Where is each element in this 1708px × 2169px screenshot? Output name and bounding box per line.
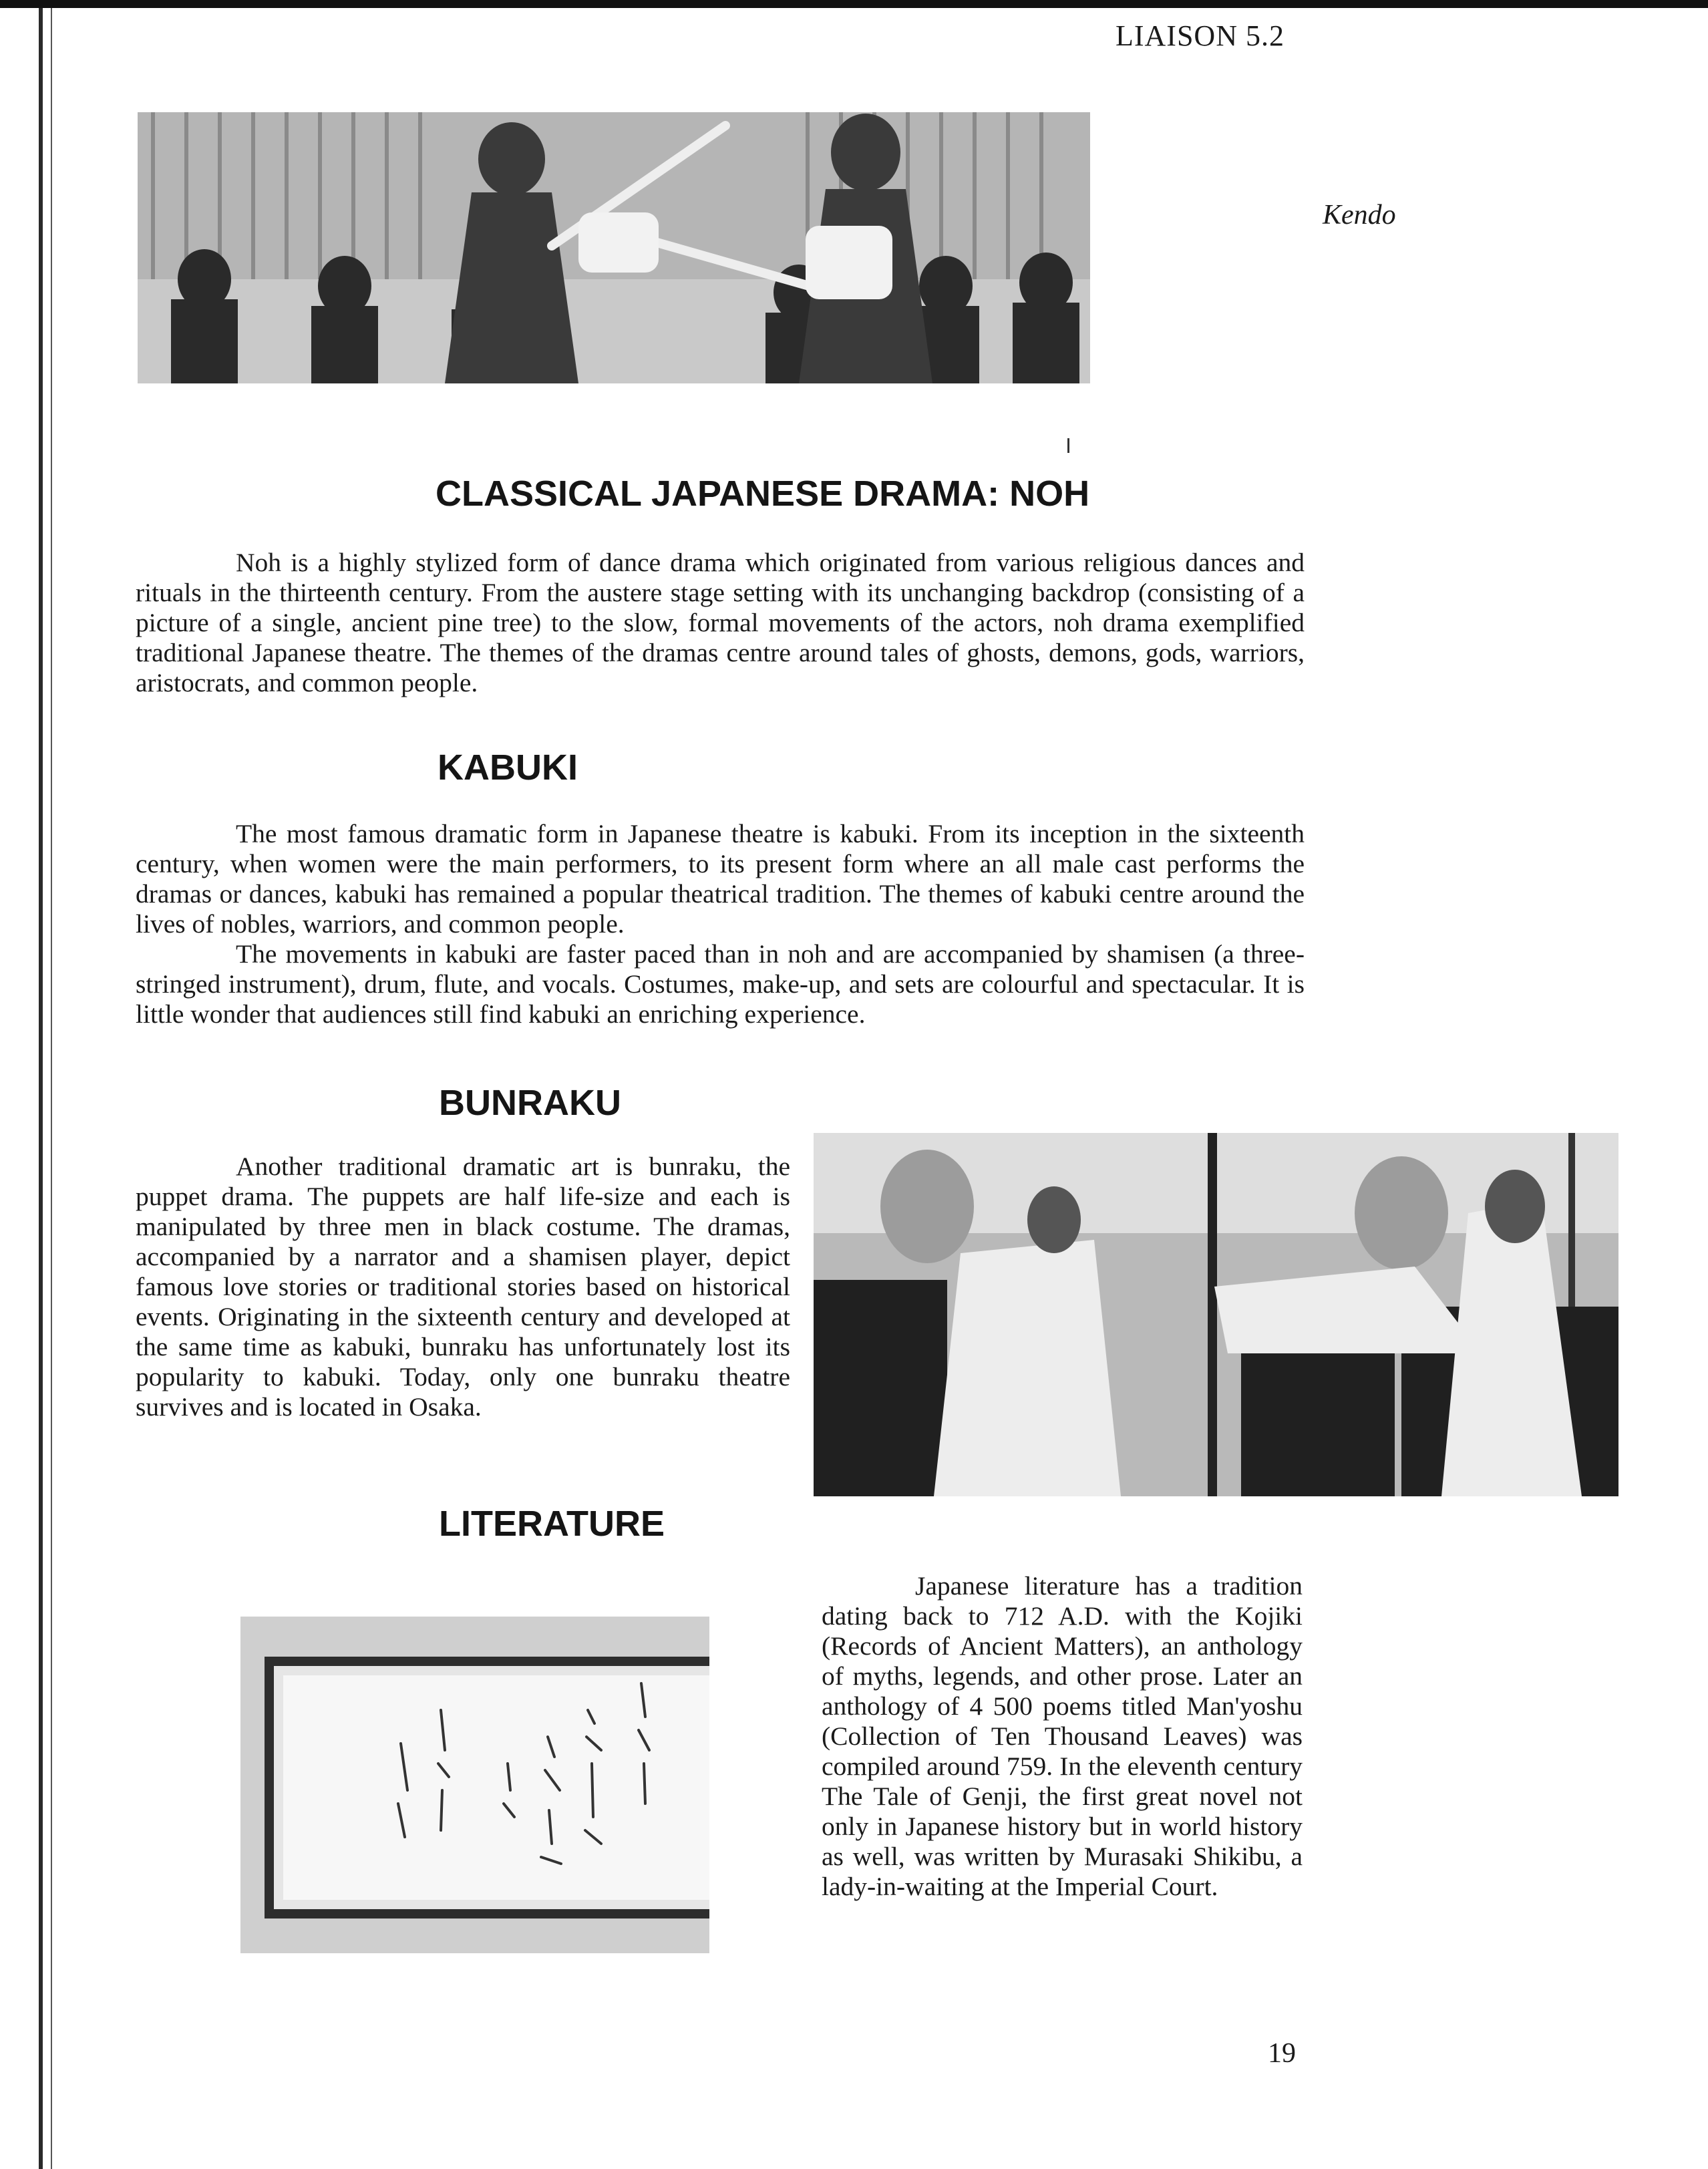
kabuki-heading: KABUKI <box>438 747 578 788</box>
kabuki-paragraph-2: The movements in kabuki are faster paced than in noh and are accompanied by shamisen (a three-stringed instrument), drum, flute, and vocals. Costumes, make-up, and sets are colourful and spectacular. It is little wonder that audiences still find kabuki an enriching experience. <box>136 939 1305 1029</box>
kabuki-paragraph-1: The most famous dramatic form in Japanese theatre is kabuki. From its inception in the sixteenth century, when women were the main performers, to its present form where an all male cast performs the dramas or dances, kabuki has remained a popular theatrical tradition. The themes of kabuki centre around the lives of nobles, warriors, and common people. <box>136 819 1305 939</box>
noh-heading: CLASSICAL JAPANESE DRAMA: NOH <box>436 474 1090 514</box>
bunraku-paragraph: Another traditional dramatic art is bunraku, the puppet drama. The puppets are half life-size and each is manipulated by three men in black costume. The dramas, accompanied by a narrator and a shamisen player, depict famous love stories or traditional stories based on historical events. Originating in the sixteenth century and developed at the same time as kabuki, bunraku has unfortunately lost its popularity to kabuki. Today, only one bunraku theatre survives and is located in Osaka. <box>136 1152 790 1422</box>
kendo-caption: Kendo <box>1323 200 1396 230</box>
kendo-photo <box>138 112 1090 383</box>
bunraku-heading: BUNRAKU <box>439 1083 621 1123</box>
binding-edge <box>39 8 43 2169</box>
page-number: 19 <box>1268 2038 1296 2069</box>
calligraphy-scroll-photo <box>240 1617 709 1953</box>
noh-paragraph: Noh is a highly stylized form of dance drama which originated from various religious dances and rituals in the thirteenth century. From the austere stage setting with its unchanging backdrop (consisting of a picture of a single, ancient pine tree) to the slow, formal movements of the actors, noh drama exemplified traditional Japanese theatre. The themes of the dramas centre around tales of ghosts, demons, gods, warriors, aristocrats, and common people. <box>136 548 1305 697</box>
literature-heading: LITERATURE <box>439 1504 665 1544</box>
bunraku-photo <box>814 1133 1618 1496</box>
literature-paragraph: Japanese literature has a tradition dating back to 712 A.D. with the Kojiki (Records of Ancient Matters), an anthology of myths, legends, and other prose. Later an anthology of 4 500 poems titled Man'yoshu (Collection of Ten Thousand Leaves) was compiled around 759. In the eleventh century The Tale of Genji, the first great novel not only in Japanese history but in world history as well, was written by Murasaki Shikibu, a lady-in-waiting at the Imperial Court. <box>822 1571 1303 1901</box>
series-label: LIAISON 5.2 <box>1116 19 1285 52</box>
top-rule <box>0 0 1708 8</box>
binding-edge-line <box>51 8 52 2169</box>
stray-mark <box>1067 438 1069 453</box>
